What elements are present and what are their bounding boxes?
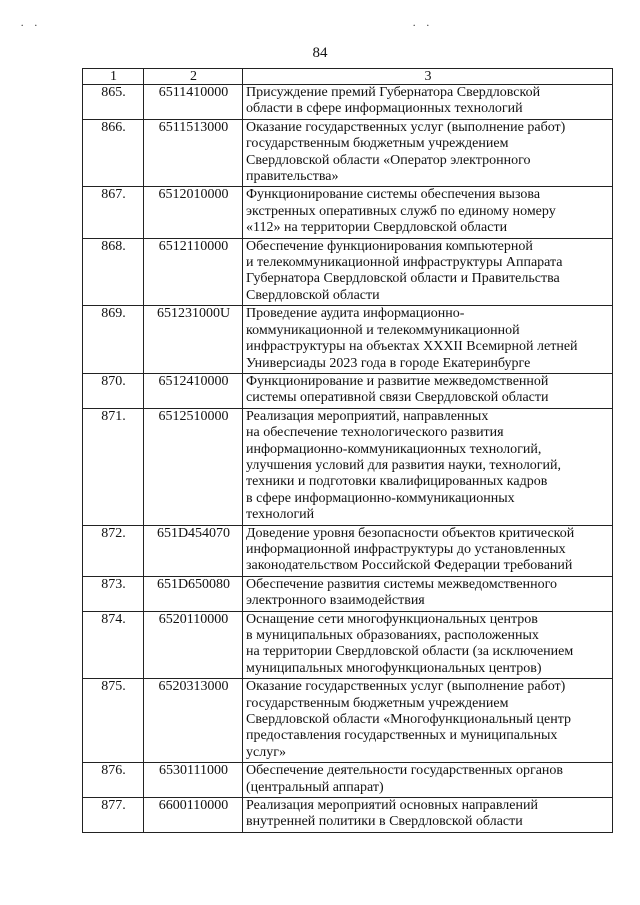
row-number: 869. xyxy=(83,306,144,374)
row-code: 651231000U xyxy=(144,306,243,374)
classification-table xyxy=(82,68,613,833)
row-code: 6511513000 xyxy=(144,119,243,187)
column-header-description: 3 xyxy=(243,69,613,85)
row-code: 6512510000 xyxy=(144,408,243,525)
row-description: Доведение уровня безопасности объектов критической информационной инфраструктуры до установленных законодательством Российской Федерации требований xyxy=(243,525,613,576)
table-row xyxy=(83,525,613,576)
table-row xyxy=(83,119,613,187)
table-row xyxy=(83,306,613,374)
row-code: 6530111000 xyxy=(144,763,243,798)
row-description: Присуждение премий Губернатора Свердловской области в сфере информационных технологий xyxy=(243,85,613,120)
row-number: 873. xyxy=(83,576,144,611)
table-row xyxy=(83,611,613,679)
table-row xyxy=(83,238,613,306)
row-description: Оказание государственных услуг (выполнение работ) государственным бюджетным учреждением Свердловской области «Многофункциональный центр предоставления государственных и муниципальных услуг» xyxy=(243,679,613,763)
table-row xyxy=(83,763,613,798)
row-number: 871. xyxy=(83,408,144,525)
column-header-number: 1 xyxy=(83,69,144,85)
table-header-row xyxy=(83,69,613,85)
table-row xyxy=(83,408,613,525)
row-number: 867. xyxy=(83,187,144,238)
row-description: Реализация мероприятий основных направлений внутренней политики в Свердловской области xyxy=(243,798,613,833)
table-row xyxy=(83,576,613,611)
row-description: Функционирование системы обеспечения вызова экстренных оперативных служб по единому номеру «112» на территории Свердловской области xyxy=(243,187,613,238)
table-row xyxy=(83,798,613,833)
page-number: 84 xyxy=(312,45,328,61)
row-code: 6512410000 xyxy=(144,373,243,408)
row-code: 6600110000 xyxy=(144,798,243,833)
column-header-code: 2 xyxy=(144,69,243,85)
row-description: Оказание государственных услуг (выполнение работ) государственным бюджетным учреждением Свердловской области «Оператор электронного правительства» xyxy=(243,119,613,187)
row-number: 868. xyxy=(83,238,144,306)
row-number: 875. xyxy=(83,679,144,763)
table-row xyxy=(83,187,613,238)
row-code: 6512010000 xyxy=(144,187,243,238)
row-code: 6520110000 xyxy=(144,611,243,679)
row-number: 870. xyxy=(83,373,144,408)
row-code: 6511410000 xyxy=(144,85,243,120)
row-code: 6520313000 xyxy=(144,679,243,763)
row-description: Обеспечение функционирования компьютерной и телекоммуникационной инфраструктуры Аппарата Губернатора Свердловской области и Правительства Свердловской области xyxy=(243,238,613,306)
row-description: Проведение аудита информационно- коммуникационной и телекоммуникационной инфраструктуры на объектах XXXII Всемирной летней Универсиады 2023 года в городе Екатеринбурге xyxy=(243,306,613,374)
row-description: Обеспечение развития системы межведомственного электронного взаимодействия xyxy=(243,576,613,611)
row-number: 876. xyxy=(83,763,144,798)
row-code: 6512110000 xyxy=(144,238,243,306)
row-description: Обеспечение деятельности государственных органов (центральный аппарат) xyxy=(243,763,613,798)
row-number: 866. xyxy=(83,119,144,187)
row-code: 651D454070 xyxy=(144,525,243,576)
row-description: Реализация мероприятий, направленных на обеспечение технологического развития информационно-коммуникационных технологий, улучшения условий для развития науки, технологий, техники и подготовки квалифицированных кадров в сфере информационно-коммуникационных технологий xyxy=(243,408,613,525)
table-row xyxy=(83,679,613,763)
row-number: 872. xyxy=(83,525,144,576)
table-row xyxy=(83,85,613,120)
row-description: Функционирование и развитие межведомственной системы оперативной связи Свердловской области xyxy=(243,373,613,408)
row-code: 651D650080 xyxy=(144,576,243,611)
scan-mark-left: ˙ ˙ xyxy=(20,21,41,36)
row-number: 874. xyxy=(83,611,144,679)
row-description: Оснащение сети многофункциональных центров в муниципальных образованиях, расположенных на территории Свердловской области (за исключением муниципальных многофункциональных центров) xyxy=(243,611,613,679)
table-row xyxy=(83,373,613,408)
scan-mark-right: ˙ ˙ xyxy=(412,21,433,36)
row-number: 865. xyxy=(83,85,144,120)
row-number: 877. xyxy=(83,798,144,833)
scan-marks xyxy=(0,18,640,36)
